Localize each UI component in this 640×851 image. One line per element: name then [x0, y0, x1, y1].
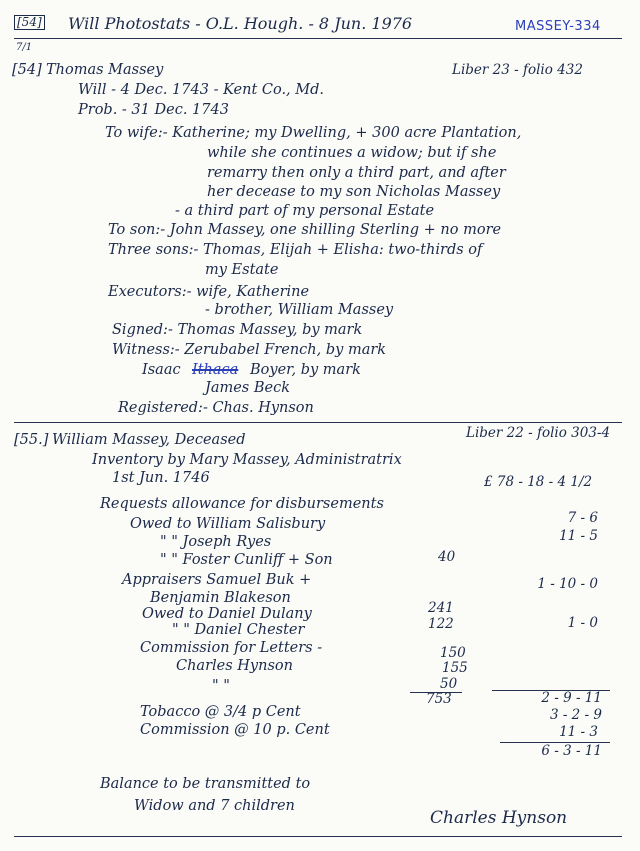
- signature: Charles Hynson: [430, 808, 568, 828]
- row-qty: 40: [438, 549, 456, 565]
- row-label: Appraisers Samuel Buk +: [122, 572, 312, 588]
- commission: Commission @ 10 p. Cent: [140, 722, 330, 738]
- row-label: Commission for Letters -: [140, 640, 323, 656]
- header-note: 7/1: [16, 42, 33, 53]
- grand-total: 6 - 3 - 11: [541, 743, 602, 759]
- entry1-to-son: To son:- John Massey, one shilling Sterling + no more: [108, 222, 502, 238]
- entry2-date: 1st Jun. 1746: [112, 470, 210, 486]
- entry1-will: Will - 4 Dec. 1743 - Kent Co., Md.: [78, 82, 325, 98]
- row-amount: 1 - 0: [567, 615, 598, 631]
- row-amount: 7 - 6: [567, 510, 598, 526]
- balance-line-2: Widow and 7 children: [134, 798, 295, 814]
- entry1-wife-5: - a third part of my personal Estate: [175, 203, 435, 219]
- row-qty: 241: [428, 600, 454, 616]
- entry1-executors: Executors:- wife, Katherine: [108, 284, 310, 300]
- entry2-inventory: Inventory by Mary Massey, Administratrix: [92, 452, 402, 468]
- entry1-number: [54]: [12, 62, 42, 78]
- balance-line-1: Balance to be transmitted to: [100, 776, 311, 792]
- entry1-executor-2: - brother, William Massey: [205, 302, 394, 318]
- header-ref: MASSEY-334: [515, 19, 601, 34]
- subtotal: 2 - 9 - 11: [541, 690, 602, 706]
- header-title: Will Photostats - O.L. Hough. - 8 Jun. 1976: [68, 14, 413, 33]
- entry2-requests: Requests allowance for disbursements: [100, 496, 384, 512]
- commission-amount: 11 - 3: [559, 724, 598, 740]
- entry1-to-wife: To wife:- Katherine; my Dwelling, + 300 acre Plantation,: [105, 125, 522, 141]
- row-label: " " Daniel Chester: [172, 622, 305, 638]
- row-amount: 11 - 5: [559, 528, 598, 544]
- entry1-three-sons: Three sons:- Thomas, Elijah + Elisha: two-thirds of: [108, 242, 483, 258]
- footer-rule: [14, 836, 622, 837]
- entry2-inventory-total: £ 78 - 18 - 4 1/2: [484, 474, 593, 490]
- row-label: " ": [212, 678, 230, 694]
- entry2-number: [55.]: [14, 432, 49, 448]
- qty-total: 753: [426, 691, 452, 707]
- row-qty: 122: [428, 616, 454, 632]
- header-rule: [14, 38, 622, 39]
- entry1-witness-beck: James Beck: [205, 380, 290, 396]
- row-label: Benjamin Blakeson: [150, 590, 291, 606]
- entry1-witness-boyer: Boyer, by mark: [250, 362, 361, 378]
- entry2-liber: Liber 22 - folio 303-4: [466, 425, 611, 441]
- tobacco-amount: 3 - 2 - 9: [549, 707, 602, 723]
- entry1-estate: my Estate: [205, 262, 279, 278]
- section-rule: [14, 422, 622, 423]
- row-amount: 1 - 10 - 0: [537, 576, 598, 592]
- row-label: Owed to Daniel Dulany: [142, 606, 312, 622]
- entry1-liber: Liber 23 - folio 432: [452, 62, 583, 78]
- row-label: Owed to William Salisbury: [130, 516, 326, 532]
- entry1-witness: Witness:- Zerubabel French, by mark: [112, 342, 387, 358]
- entry1-registered: Registered:- Chas. Hynson: [118, 400, 314, 416]
- entry1-wife-2: while she continues a widow; but if she: [207, 145, 497, 161]
- entry1-wife-3: remarry then only a third part, and after: [207, 165, 506, 181]
- row-qty: 155: [442, 660, 468, 676]
- entry1-name: Thomas Massey: [46, 62, 164, 78]
- entry2-name: William Massey, Deceased: [52, 432, 246, 448]
- row-label: Charles Hynson: [176, 658, 293, 674]
- entry1-prob: Prob. - 31 Dec. 1743: [78, 102, 229, 118]
- row-qty: 50: [440, 676, 458, 692]
- entry1-signed: Signed:- Thomas Massey, by mark: [112, 322, 363, 338]
- row-label: " " Joseph Ryes: [160, 534, 272, 550]
- tobacco: Tobacco @ 3/4 p Cent: [140, 704, 301, 720]
- entry1-wife-4: her decease to my son Nicholas Massey: [207, 184, 501, 200]
- header-marker: [54]: [14, 14, 45, 31]
- entry1-witness-isaac: Isaac: [142, 362, 181, 378]
- row-qty: 150: [440, 645, 466, 661]
- row-label: " " Foster Cunliff + Son: [160, 552, 333, 568]
- entry1-struck-word: Ithaca: [192, 362, 239, 378]
